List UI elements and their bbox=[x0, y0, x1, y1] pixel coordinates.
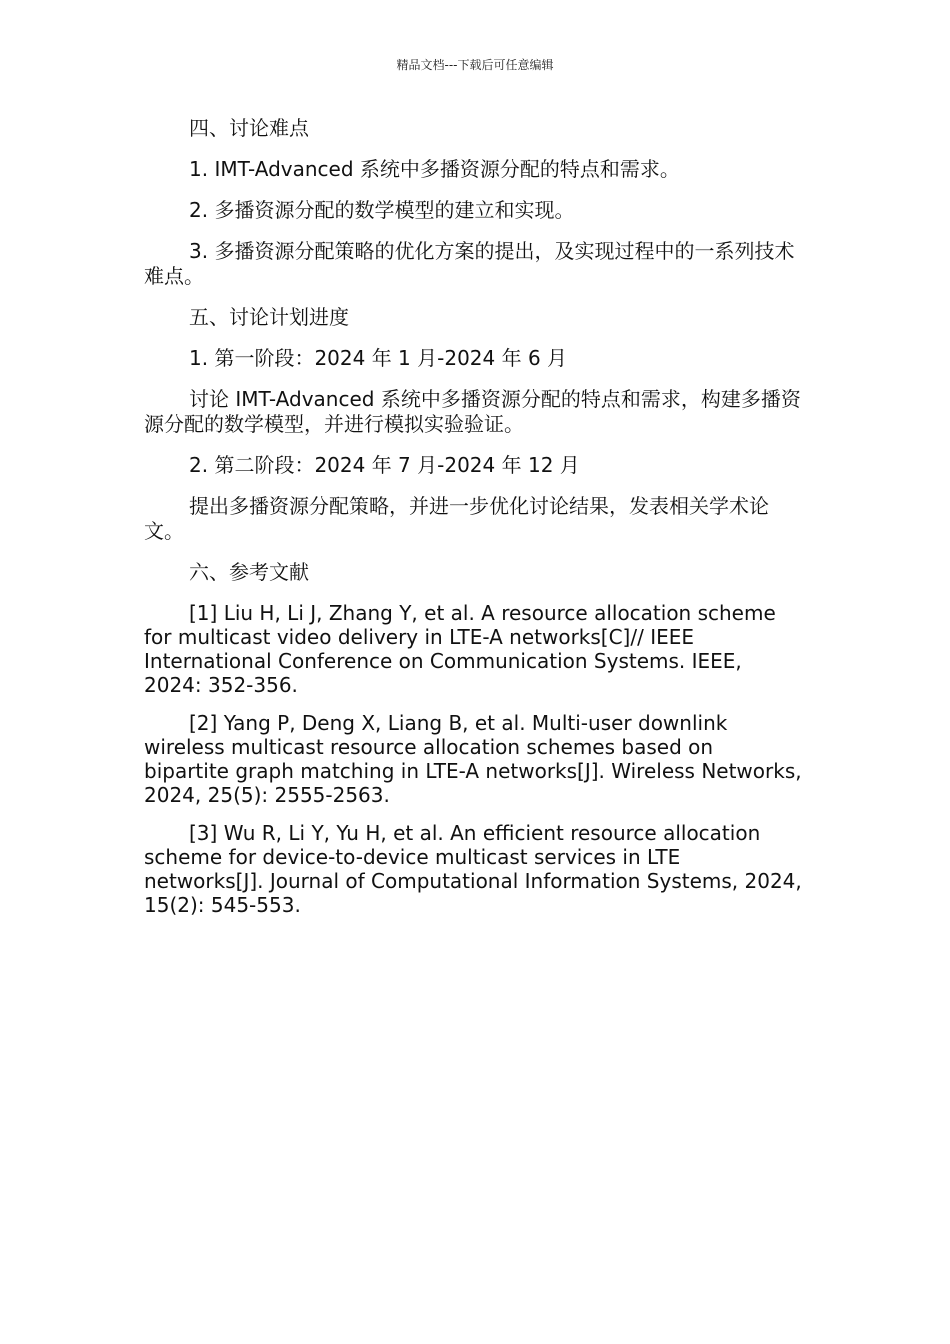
list-item: 3. 多播资源分配策略的优化方案的提出，及实现过程中的一系列技术难点。 bbox=[144, 239, 795, 288]
list-item: 2. 多播资源分配的数学模型的建立和实现。 bbox=[189, 198, 575, 222]
schedule-phase-1-description: 讨论 IMT-Advanced 系统中多播资源分配的特点和需求，构建多播资源分配的数学模型，并进行模拟实验验证。 bbox=[144, 387, 801, 436]
schedule-phase-2: 2. 第二阶段：2024 年 7 月-2024 年 12 月 bbox=[189, 453, 580, 477]
page-header: 精品文档---下载后可任意编辑 bbox=[396, 58, 554, 72]
reference-item: [1] Liu H, Li J, Zhang Y, et al. A resource allocation scheme for multicast video delivery in LTE-A networks[C]// IEEE International Conference on Communication Systems. IEEE, 2024: 352-356. bbox=[144, 601, 776, 697]
schedule-phase-2-description: 提出多播资源分配策略，并进一步优化讨论结果，发表相关学术论文。 bbox=[144, 494, 769, 543]
section-heading-difficulties: 四、讨论难点 bbox=[189, 116, 309, 140]
document-body bbox=[144, 116, 804, 931]
list-item: 1. IMT-Advanced 系统中多播资源分配的特点和需求。 bbox=[189, 157, 680, 181]
schedule-phase-1: 1. 第一阶段：2024 年 1 月-2024 年 6 月 bbox=[189, 346, 568, 370]
section-heading-references: 六、参考文献 bbox=[189, 560, 309, 584]
reference-item: [3] Wu R, Li Y, Yu H, et al. An efficient resource allocation scheme for device-to-device multicast services in LTE networks[J]. Journal of Computational Information Systems, 2024, 15(2): 545-553. bbox=[144, 821, 802, 917]
section-heading-schedule: 五、讨论计划进度 bbox=[189, 305, 349, 329]
reference-item: [2] Yang P, Deng X, Liang B, et al. Multi-user downlink wireless multicast resource allocation schemes based on bipartite graph matching in LTE-A networks[J]. Wireless Networks, 2024, 25(5): 2555-2563. bbox=[144, 711, 802, 807]
